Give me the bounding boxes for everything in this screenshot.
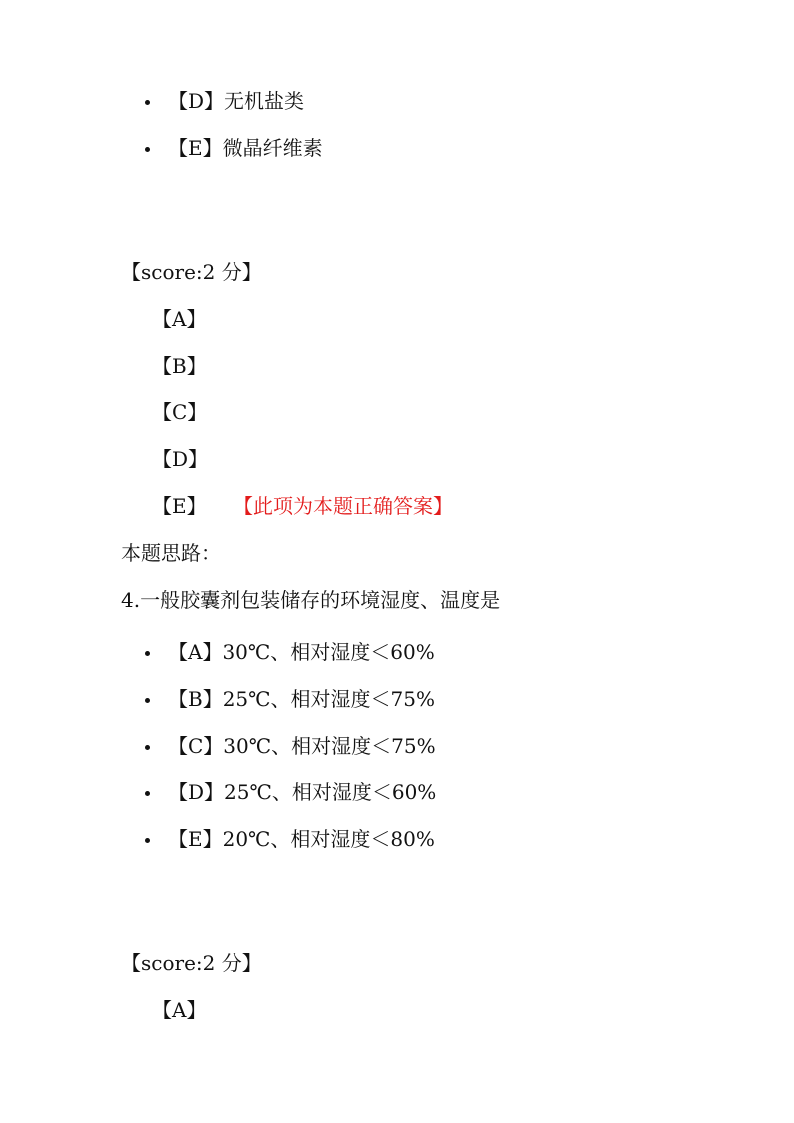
answer-a-label: 【A】 <box>152 307 207 331</box>
option-a-label: 【A】30℃、相对湿度＜60% <box>168 640 435 664</box>
question-title: 4.一般胶囊剂包装储存的环境湿度、温度是 <box>121 588 501 612</box>
score-label-q4: 【score:2 分】 <box>121 951 262 975</box>
answer-e-label: 【E】 <box>152 494 207 518</box>
bullet-icon <box>145 838 150 843</box>
option-d-label-q4: 【D】25℃、相对湿度＜60% <box>168 780 437 804</box>
option-c-label: 【C】30℃、相对湿度＜75% <box>168 734 436 758</box>
answer-b-label: 【B】 <box>152 354 207 378</box>
bullet-icon <box>145 147 150 152</box>
bullet-icon <box>145 100 150 105</box>
score-label: 【score:2 分】 <box>121 260 262 284</box>
answer-d-label: 【D】 <box>152 447 209 471</box>
answer-c-label: 【C】 <box>152 400 208 424</box>
option-e-label: 【E】微晶纤维素 <box>168 136 323 160</box>
correct-answer-note: 【此项为本题正确答案】 <box>233 494 453 518</box>
option-d-label: 【D】无机盐类 <box>168 89 305 113</box>
answer-a-label-q4: 【A】 <box>152 998 207 1022</box>
bullet-icon <box>145 698 150 703</box>
bullet-icon <box>145 791 150 796</box>
bullet-icon <box>145 651 150 656</box>
option-b-label: 【B】25℃、相对湿度＜75% <box>168 687 435 711</box>
option-e-label-q4: 【E】20℃、相对湿度＜80% <box>168 827 435 851</box>
idea-label: 本题思路： <box>121 541 221 565</box>
bullet-icon <box>145 745 150 750</box>
